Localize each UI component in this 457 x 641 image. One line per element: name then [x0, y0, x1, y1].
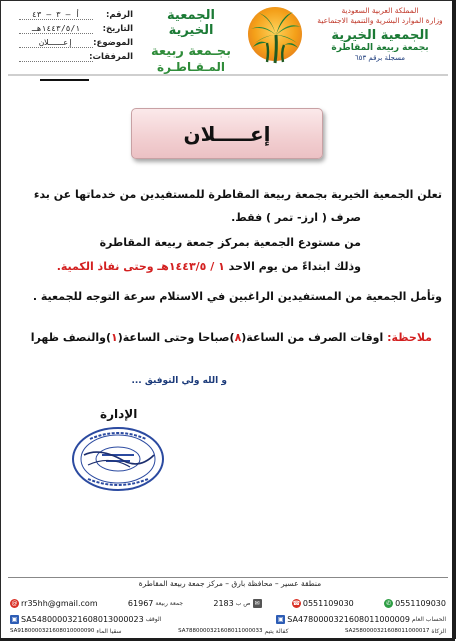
center-logo-line1: الجمعية الخيرية	[167, 8, 215, 38]
footer-bank-row-2	[10, 624, 446, 638]
footer-postal-code-value: 61967	[127, 598, 154, 608]
bank-icon: ▣	[277, 615, 284, 623]
org-country: المملكة العربية السعودية	[341, 6, 419, 15]
ref-subject-value: إعـــلان	[19, 38, 93, 48]
ref-attachments-row	[13, 48, 133, 62]
announcement-title: إعـــــلان	[183, 121, 271, 146]
note-text-a: اوقات الصرف من الساعة(	[241, 331, 388, 344]
administration-signature: الإدارة	[100, 407, 138, 421]
footer-iban-orphan	[178, 628, 288, 635]
closing-phrase: و الله ولي التوفيق ...	[131, 376, 227, 386]
body-paragraph-4-prefix: وذلك ابتداءً من يوم الاحد	[224, 260, 361, 273]
footer-postal-code	[128, 599, 183, 608]
footer-iban-zakat-value: SA2580000321608011000017	[345, 628, 430, 634]
body-paragraph-4	[57, 260, 361, 273]
note-label: ملاحظة:	[387, 331, 432, 344]
ref-number-row	[13, 6, 133, 20]
ref-date-label: التاريخ:	[102, 24, 133, 34]
announcement-title-box	[131, 108, 323, 159]
body-paragraph-2: صرف ( ارز- تمر ) فقط.	[231, 211, 361, 224]
reference-table	[13, 6, 133, 62]
footer-iban-orphan-label: كفالة يتيم	[264, 627, 289, 635]
footer-iban-orphan-value: SA7880000321608011000033	[178, 628, 263, 634]
footer-iban-general-value: SA4780000321608011000009	[287, 614, 410, 624]
org-ministry: وزارة الموارد البشرية والتنمية الاجتماعية	[317, 16, 443, 25]
note-hour-end: ١	[111, 331, 118, 344]
header-divider	[8, 74, 448, 76]
ref-number-value: أ – ٣ – ٤٣	[19, 10, 93, 20]
footer-iban-general-label: الحساب العام	[411, 615, 446, 623]
footer-iban-water-label: سقيا الماء	[96, 627, 122, 635]
bank-icon: ▣	[11, 615, 18, 623]
footer-iban-water	[10, 628, 122, 635]
body-paragraph-3: من مستودع الجمعية بمركز جمعة ربيعة المقاطرة	[99, 236, 361, 249]
footer-po-box	[213, 599, 261, 608]
ref-subject-label: الموضوع:	[93, 38, 133, 48]
official-stamp-icon	[70, 425, 166, 493]
footer-postal-code-label: جمعة ربيعة	[155, 599, 184, 607]
mailbox-icon: ✉	[254, 599, 260, 607]
note-text-c: )والنصف ظهرا	[30, 331, 112, 344]
center-logo-line3: المـقـاطـرة	[157, 60, 225, 74]
footer-location: منطقة عسير – محافظة بارق – مركز جمعة ربيعة المقاطرة	[138, 579, 322, 588]
footer-phone-2[interactable]	[384, 599, 446, 608]
org-registration: مسجلة برقم ٦٥٣	[354, 54, 406, 62]
palm-sun-logo-icon	[245, 5, 305, 67]
note-text-b: )صباحا وحتى الساعة(	[117, 331, 235, 344]
body-paragraph-5: وتأمل الجمعية من المستفيدين الراغبين في الاستلام سرعة التوجه للجمعية .	[32, 290, 442, 303]
email-icon: @	[11, 599, 18, 607]
footer-iban-waqf-value: SA5480000321608013000023	[21, 614, 144, 624]
body-paragraph-4-date: ١ / ١٤٤٣/٥هـ وحتى نفاذ الكمية.	[56, 260, 225, 273]
ref-number-label: الرقم:	[105, 10, 133, 20]
footer-iban-general	[276, 615, 446, 624]
ref-attachments-label: المرفقات:	[89, 52, 133, 62]
body-paragraph-1: تعلن الجمعية الخيرية بجمعة ربيعة المقاطرة للمستفيدين من خدماتها عن بدء	[33, 188, 442, 201]
ref-attachments-value	[19, 61, 93, 62]
footer-iban-water-value: SA9180000321608010000090	[10, 628, 95, 634]
footer-divider	[8, 577, 448, 578]
footer-iban-waqf	[10, 615, 161, 624]
footer-phone-1[interactable]	[292, 599, 354, 608]
footer-iban-zakat-label: الزكاة	[431, 627, 446, 635]
footer-iban-waqf-label: الوقف	[145, 615, 162, 623]
phone-icon: ☎	[292, 599, 301, 607]
footer-po-box-label: ص ب	[235, 599, 251, 607]
footer-contact-row	[10, 596, 446, 610]
center-logo-line2: بجـمعة ربيعة	[150, 44, 232, 59]
note-hour-start: ٨	[234, 331, 242, 344]
ref-subject-row	[13, 34, 133, 48]
footer-iban-zakat	[345, 628, 446, 635]
whatsapp-icon: ✆	[386, 599, 392, 607]
footer-po-box-value: 2183	[213, 598, 234, 608]
footer-email[interactable]	[10, 599, 98, 608]
footer-phone-2-text: 0551109030	[395, 598, 446, 608]
org-name: الجمعية الخيرية	[331, 28, 429, 43]
org-subname: بجمعة ربيعة المقاطرة	[331, 43, 429, 53]
ref-date-value: ١٤٤٣/٥/١هـ	[19, 24, 93, 34]
ref-underline	[40, 67, 89, 68]
organization-header	[310, 6, 450, 62]
page-edge-right	[452, 0, 456, 639]
note-line	[31, 331, 432, 344]
footer-email-text: rr35hh@gmail.com	[21, 598, 98, 608]
center-logo	[143, 8, 239, 74]
footer-phone-1-text: 0551109030	[302, 598, 354, 608]
ref-date-row	[13, 20, 133, 34]
